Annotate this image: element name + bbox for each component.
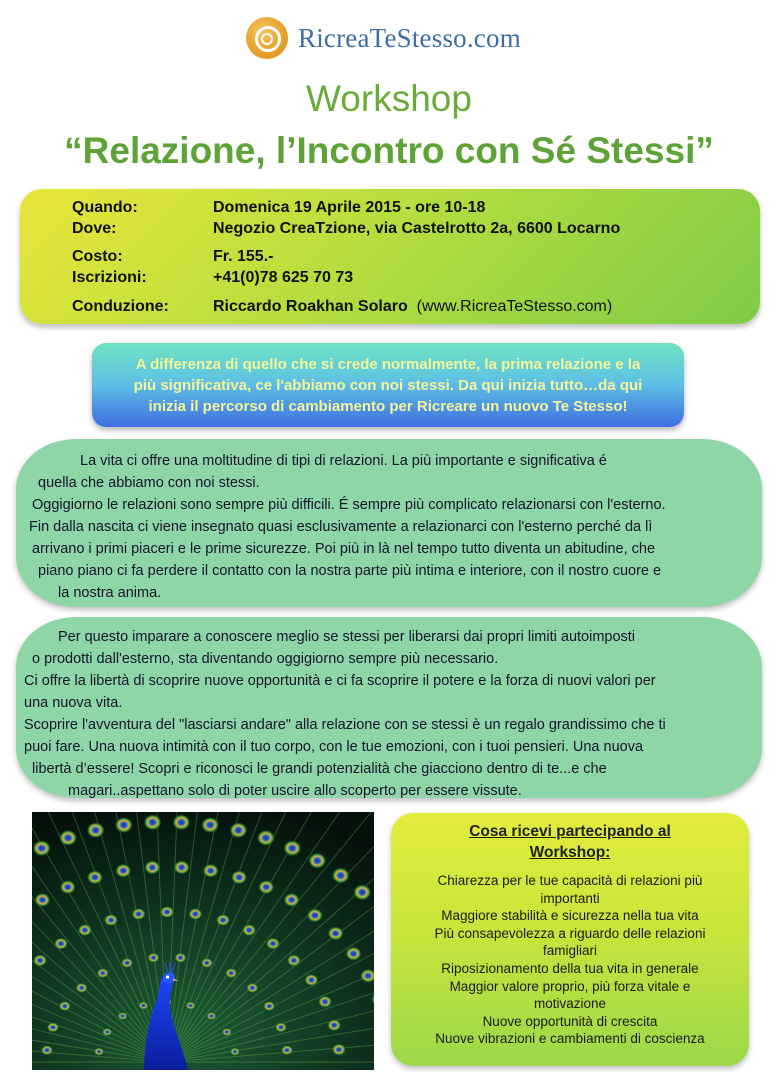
benefit-item: motivazione [533, 996, 607, 1012]
feather-eye [78, 924, 92, 936]
paragraph-line: La vita ci offre una moltitudine di tipi di relazioni. La più importante e significativa é [80, 453, 607, 469]
peacock-image [32, 812, 374, 1070]
feather-eye [144, 860, 160, 874]
feather-eye [353, 884, 371, 900]
feather-eye [332, 1044, 346, 1056]
feather-eye [332, 868, 350, 884]
feather-eye [97, 968, 109, 978]
signup-label: Iscrizioni: [72, 269, 147, 286]
event-info-box [20, 189, 760, 324]
logo-text: RicreaTeStesso.com [298, 22, 521, 53]
feather-eye [225, 968, 237, 978]
feather-eye [231, 870, 247, 884]
feather-eye [60, 880, 76, 894]
benefit-item: Nuove opportunità di crescita [482, 1013, 658, 1029]
info-row-where [72, 220, 620, 238]
paragraph-bubble-1 [16, 439, 762, 607]
cost-label: Costo: [72, 248, 123, 265]
benefits-box [391, 813, 749, 1066]
feather-eye [266, 938, 280, 950]
feather-eye [76, 983, 88, 993]
banner-line: più significativa, ce l'abbiamo con noi stessi. Da qui inizia tutto…da qui [133, 377, 643, 394]
signup-phone: +41(0)78 625 70 73 [213, 269, 354, 286]
where-label: Dove: [72, 220, 117, 237]
feather-eye [308, 853, 326, 869]
feather-eye [304, 974, 318, 986]
lead-value: Riccardo Roakhan Solaro [213, 298, 408, 315]
feather-eye [54, 938, 68, 950]
paragraph-line: Oggigiorno le relazioni sono sempre più difficili. É sempre più complicato relazionarsi con l'esterno. [32, 497, 666, 513]
feather-eye [203, 864, 219, 878]
info-row-lead [72, 298, 612, 316]
benefit-item: Chiarezza per le tue capacità di relazioni più [437, 873, 703, 888]
feather-eye [318, 996, 332, 1008]
feather-eye [34, 893, 50, 907]
benefits-title-line: Cosa ricevi partecipando al [469, 823, 671, 840]
feather-eye [275, 1022, 287, 1032]
paragraph-line: puoi fare. Una nuova intimità con il tuo corpo, con le tue emozioni, con i tuoi pensieri. Una nuova [24, 739, 644, 755]
feather-eye [174, 860, 190, 874]
where-value: Negozio CreaTzione, via Castelrotto 2a, 6600 Locarno [213, 220, 621, 237]
feather-eye [41, 1045, 53, 1055]
feather-eye [257, 830, 275, 846]
feather-eye [222, 1028, 232, 1036]
when-label: Quando: [72, 199, 138, 216]
intro-banner [92, 343, 684, 427]
lead-website: (www.RicreaTeStesso.com) [416, 298, 613, 315]
benefit-item: importanti [540, 890, 600, 906]
feather-eye [188, 908, 202, 920]
benefit-item: Più consapevolezza a riguardo delle relazioni [434, 925, 706, 941]
feather-eye [216, 914, 230, 926]
paragraph-line: Fin dalla nascita ci viene insegnato quasi esclusivamente a relazionarci con l'esterno perché da lì [29, 519, 653, 535]
banner-line: inizia il percorso di cambiamento per Ricreare un nuovo Te Stesso! [148, 398, 628, 415]
feather-eye [87, 870, 103, 884]
feather-eye [94, 1048, 104, 1056]
feather-eye [47, 1022, 59, 1032]
paragraph-line: una nuova vita. [24, 695, 123, 711]
paragraph-line: la nostra anima. [58, 585, 162, 601]
feather-eye [246, 983, 258, 993]
feather-eye [230, 1048, 240, 1056]
banner-line: A differenza di quello che si crede normalmente, la prima relazione e la [135, 356, 641, 373]
feather-eye [175, 953, 187, 963]
feather-eye [242, 924, 256, 936]
feather-eye [284, 893, 300, 907]
benefit-item: famigliari [542, 943, 597, 959]
feather-eye [104, 914, 118, 926]
paragraph-line: Per questo imparare a conoscere meglio se stessi per liberarsi dai propri limiti autoimposti [58, 629, 636, 645]
feather-eye [138, 1002, 148, 1010]
feather-eye [172, 814, 190, 830]
feather-eye [121, 958, 133, 968]
feather-eye [59, 830, 77, 846]
feather-eye [281, 1045, 293, 1055]
feather-eye [229, 822, 247, 838]
feather-eye [33, 954, 47, 966]
feather-eye [33, 840, 51, 856]
when-value: Domenica 19 Aprile 2015 - ore 10-18 [213, 199, 486, 216]
feather-eye [132, 908, 146, 920]
page-title: “Relazione, l’Incontro con Sé Stessi” [64, 130, 714, 171]
benefit-item: Maggiore stabilità e sicurezza nella tua vita [441, 908, 699, 924]
page-subtitle: Workshop [306, 78, 472, 119]
info-row-when [72, 199, 485, 217]
paragraph-line: magari..aspettano solo di poter uscire allo scoperto per essere vissute. [68, 783, 522, 799]
paragraph-line: o prodotti dall'esterno, sta diventando oggigiorno sempre più necessario. [32, 651, 499, 667]
benefits-title [391, 821, 749, 863]
site-logo [246, 16, 521, 60]
feather-eye [201, 958, 213, 968]
paragraph-line: Scoprire l'avventura del "lasciarsi andare" alla relazione con se stessi è un regalo grandissimo che ti [24, 717, 666, 733]
paragraph-line: arrivano i primi piaceri e le prime sicurezze. Poi più in là nel tempo tutto diventa un abitudine, che [32, 541, 656, 557]
feather-eye [287, 954, 301, 966]
benefits-list [391, 872, 749, 1048]
logo-icon [246, 17, 288, 59]
feather-eye [263, 1001, 275, 1011]
benefit-item: Riposizionamento della tua vita in generale [441, 960, 699, 976]
feather-eye [186, 1002, 196, 1010]
feather-eye [59, 1001, 71, 1011]
benefit-item: Maggior valore proprio, più forza vitale e [449, 978, 691, 994]
info-row-signup [72, 269, 353, 287]
paragraph-line: Ci offre la libertà di scoprire nuove opportunità e ci fa scoprire il potere e la forza di nuovi valori per [24, 673, 656, 689]
feather-eye [346, 947, 362, 961]
feather-eye [283, 840, 301, 856]
lead-label: Conduzione: [72, 298, 169, 315]
feather-eye [148, 953, 160, 963]
cost-value: Fr. 155.- [213, 248, 274, 265]
feather-eye [258, 880, 274, 894]
peacock-illustration [32, 812, 374, 1070]
paragraph-bubble-2 [16, 617, 762, 798]
feather-eye [115, 864, 131, 878]
paragraph-line: quella che abbiamo con noi stessi. [38, 475, 260, 491]
feather-eye [206, 1012, 216, 1020]
feather-eye [327, 1019, 341, 1031]
paragraph-line: piano piano ci fa perdere il contatto con la nostra parte più intima e interiore, con il nostro cuore e [38, 563, 662, 579]
feather-eye [201, 817, 219, 833]
feather-eye [87, 822, 105, 838]
info-row-cost [72, 248, 273, 266]
feather-eye [307, 908, 323, 922]
feather-eye [118, 1012, 128, 1020]
feather-eye [144, 814, 162, 830]
benefits-title-line: Workshop: [529, 844, 611, 861]
feather-eye [160, 906, 174, 918]
benefit-item: Nuove vibrazioni e cambiamenti di coscienza [435, 1031, 705, 1047]
feather-eye [328, 926, 344, 940]
feather-eye [115, 817, 133, 833]
feather-eye [102, 1028, 112, 1036]
paragraph-line: libertà d’essere! Scopri e riconosci le grandi potenzialità che giacciono dentro di te...e che [32, 761, 607, 777]
